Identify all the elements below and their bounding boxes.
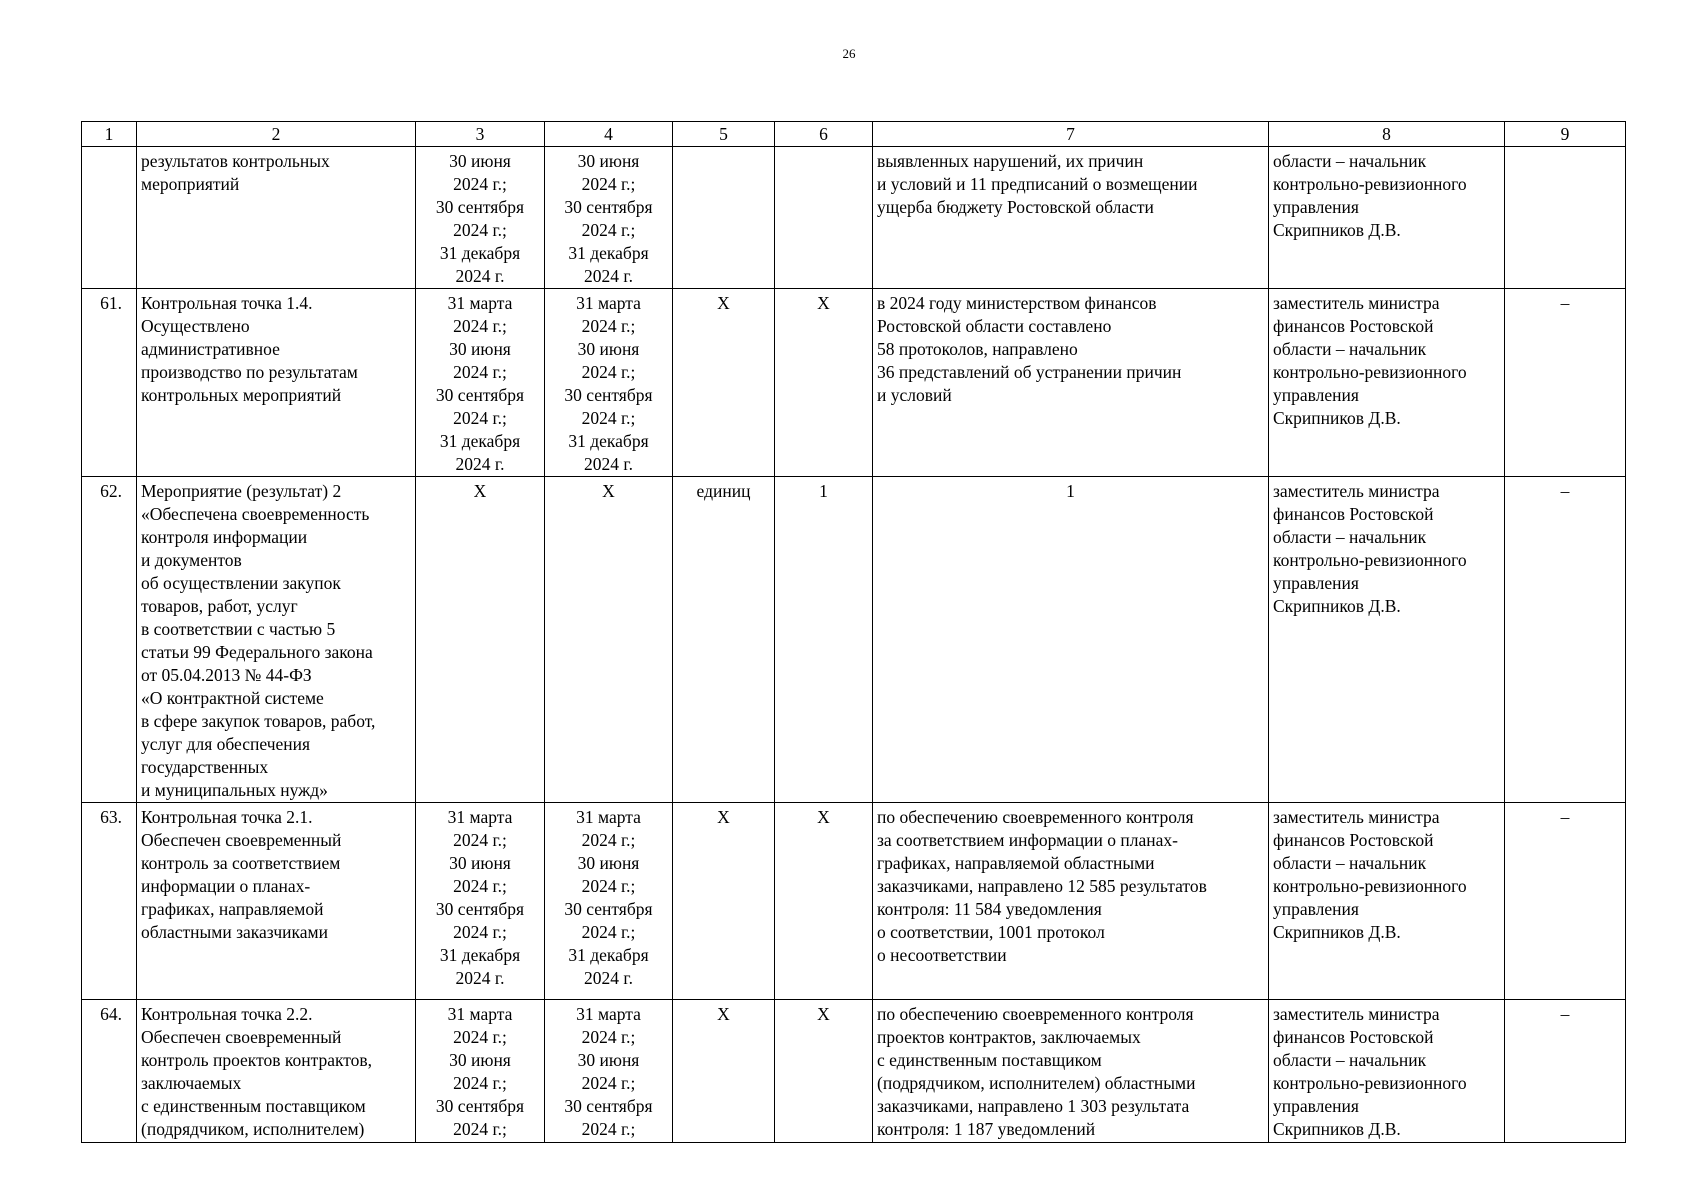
end-date-cell-line: 2024 г.; bbox=[581, 220, 636, 240]
end-date-cell-line: 2024 г. bbox=[584, 454, 633, 474]
header-cell: 4 bbox=[545, 122, 673, 147]
result-cell-line: 36 представлений об устранении причин bbox=[877, 362, 1182, 382]
end-date-cell-line: 30 июня bbox=[577, 151, 640, 171]
end-date-cell bbox=[545, 289, 673, 477]
row-number-cell: 62. bbox=[82, 477, 137, 803]
result-cell-line: 1 bbox=[1066, 481, 1075, 501]
end-date-cell-line: 31 марта bbox=[576, 293, 641, 313]
result-cell-line: с единственным поставщиком bbox=[877, 1050, 1102, 1070]
responsible-cell-line: Скрипников Д.В. bbox=[1273, 220, 1401, 240]
end-date-cell-line: 2024 г. bbox=[584, 266, 633, 286]
event-name-cell-line: заключаемых bbox=[141, 1073, 242, 1093]
row-number-cell: 63. bbox=[82, 803, 137, 1000]
result-cell-line: Ростовской области составлено bbox=[877, 316, 1112, 336]
row-number-cell: 64. bbox=[82, 1000, 137, 1143]
unit-cell: Х bbox=[673, 1000, 775, 1143]
start-date-cell-line: 2024 г. bbox=[455, 454, 505, 474]
event-name-cell bbox=[137, 477, 416, 803]
responsible-cell-line: области – начальник bbox=[1273, 339, 1427, 359]
end-date-cell-line: 2024 г.; bbox=[581, 830, 636, 850]
result-cell-line: контроля: 1 187 уведомлений bbox=[877, 1119, 1096, 1139]
responsible-cell-line: финансов Ростовской bbox=[1273, 830, 1434, 850]
start-date-cell-line: 30 сентября bbox=[435, 899, 525, 919]
header-cell: 7 bbox=[873, 122, 1269, 147]
event-name-cell-line: графиках, направляемой bbox=[141, 899, 324, 919]
responsible-cell-line: области – начальник bbox=[1273, 151, 1427, 171]
event-name-cell-line: контрольных мероприятий bbox=[141, 385, 342, 405]
event-name-cell-line: (подрядчиком, исполнителем) bbox=[141, 1119, 365, 1139]
plan-value-cell: Х bbox=[775, 1000, 873, 1143]
event-name-cell-line: областными заказчиками bbox=[141, 922, 328, 942]
event-name-cell-line: услуг для обеспечения bbox=[141, 734, 311, 754]
responsible-cell-line: Скрипников Д.В. bbox=[1273, 1119, 1401, 1139]
start-date-cell-line: 2024 г.; bbox=[453, 922, 507, 942]
plan-value-cell bbox=[775, 147, 873, 289]
end-date-cell bbox=[545, 1000, 673, 1143]
header-cell: 2 bbox=[137, 122, 416, 147]
event-name-cell-line: производство по результатам bbox=[141, 362, 358, 382]
start-date-cell bbox=[416, 1000, 545, 1143]
event-name-cell-line: от 05.04.2013 № 44-ФЗ bbox=[141, 665, 312, 685]
start-date-cell bbox=[416, 289, 545, 477]
responsible-cell-line: заместитель министра bbox=[1273, 481, 1440, 501]
result-cell-line: ущерба бюджету Ростовской области bbox=[877, 197, 1154, 217]
end-date-cell-line: 31 марта bbox=[576, 1004, 641, 1024]
event-name-cell-line: административное bbox=[141, 339, 280, 359]
table-row bbox=[82, 147, 1626, 289]
responsible-cell bbox=[1269, 803, 1505, 1000]
end-date-cell-line: 2024 г.; bbox=[581, 876, 636, 896]
plan-value-cell: Х bbox=[775, 289, 873, 477]
responsible-cell-line: Скрипников Д.В. bbox=[1273, 922, 1401, 942]
responsible-cell-line: контрольно-ревизионного bbox=[1273, 550, 1467, 570]
result-cell-line: и условий и 11 предписаний о возмещении bbox=[877, 174, 1198, 194]
start-date-cell-line: 31 декабря bbox=[439, 243, 521, 263]
unit-cell: единиц bbox=[673, 477, 775, 803]
result-cell bbox=[873, 803, 1269, 1000]
result-cell-line: за соответствием информации о планах- bbox=[877, 830, 1178, 850]
event-name-cell-line: контроль проектов контрактов, bbox=[141, 1050, 373, 1070]
event-name-cell-line: контроля информации bbox=[141, 527, 308, 547]
start-date-cell-line: 31 марта bbox=[447, 293, 513, 313]
start-date-cell-line: 30 сентября bbox=[435, 1096, 525, 1116]
table-row bbox=[82, 289, 1626, 477]
start-date-cell-line: 2024 г.; bbox=[453, 830, 507, 850]
responsible-cell-line: заместитель министра bbox=[1273, 807, 1440, 827]
note-cell: – bbox=[1505, 1000, 1626, 1143]
responsible-cell-line: области – начальник bbox=[1273, 1050, 1427, 1070]
note-cell: – bbox=[1505, 289, 1626, 477]
start-date-cell-line: 31 марта bbox=[447, 807, 513, 827]
event-name-cell bbox=[137, 803, 416, 1000]
unit-cell: Х bbox=[673, 289, 775, 477]
event-name-cell-line: об осуществлении закупок bbox=[141, 573, 341, 593]
end-date-cell-line: 2024 г.; bbox=[581, 316, 636, 336]
end-date-cell-line: 30 сентября bbox=[564, 899, 653, 919]
event-name-cell-line: информации о планах- bbox=[141, 876, 311, 896]
event-name-cell-line: статьи 99 Федерального закона bbox=[141, 642, 373, 662]
responsible-cell-line: управления bbox=[1273, 1096, 1359, 1116]
result-cell-line: 58 протоколов, направлено bbox=[877, 339, 1078, 359]
end-date-cell-line: 30 июня bbox=[577, 853, 640, 873]
start-date-cell bbox=[416, 803, 545, 1000]
start-date-cell-line: 30 июня bbox=[449, 151, 511, 171]
row-number-cell bbox=[82, 147, 137, 289]
event-name-cell-line: «О контрактной системе bbox=[141, 688, 324, 708]
start-date-cell-line: 2024 г.; bbox=[453, 408, 507, 428]
end-date-cell-line: 2024 г.; bbox=[581, 922, 636, 942]
start-date-cell-line: 31 декабря bbox=[439, 945, 521, 965]
result-cell-line: графиках, направляемой областными bbox=[877, 853, 1155, 873]
unit-cell: Х bbox=[673, 803, 775, 1000]
start-date-cell-line: 2024 г.; bbox=[453, 1027, 507, 1047]
end-date-cell-line: 31 марта bbox=[576, 807, 641, 827]
result-cell bbox=[873, 289, 1269, 477]
responsible-cell-line: заместитель министра bbox=[1273, 293, 1440, 313]
start-date-cell-line: 2024 г.; bbox=[453, 174, 507, 194]
event-name-cell-line: результатов контрольных bbox=[141, 151, 330, 171]
header-cell: 3 bbox=[416, 122, 545, 147]
start-date-cell-line: Х bbox=[473, 481, 487, 501]
responsible-cell-line: контрольно-ревизионного bbox=[1273, 876, 1467, 896]
event-name-cell bbox=[137, 147, 416, 289]
table-row bbox=[82, 477, 1626, 803]
responsible-cell-line: контрольно-ревизионного bbox=[1273, 362, 1467, 382]
start-date-cell-line: 2024 г.; bbox=[453, 362, 507, 382]
event-name-cell-line: товаров, работ, услуг bbox=[141, 596, 298, 616]
header-cell: 1 bbox=[82, 122, 137, 147]
event-name-cell-line: в сфере закупок товаров, работ, bbox=[141, 711, 376, 731]
result-cell bbox=[873, 147, 1269, 289]
event-name-cell-line: государственных bbox=[141, 757, 269, 777]
page-number: 26 bbox=[842, 46, 856, 61]
responsible-cell bbox=[1269, 289, 1505, 477]
start-date-cell-line: 2024 г.; bbox=[453, 1119, 507, 1139]
end-date-cell-line: 2024 г.; bbox=[581, 1119, 636, 1139]
responsible-cell-line: контрольно-ревизионного bbox=[1273, 1073, 1467, 1093]
start-date-cell-line: 2024 г. bbox=[455, 968, 505, 988]
header-cell: 9 bbox=[1505, 122, 1626, 147]
responsible-cell bbox=[1269, 147, 1505, 289]
end-date-cell-line: Х bbox=[602, 481, 615, 501]
start-date-cell-line: 30 июня bbox=[449, 853, 511, 873]
note-cell bbox=[1505, 147, 1626, 289]
table-row bbox=[82, 803, 1626, 1000]
event-name-cell-line: Мероприятие (результат) 2 bbox=[141, 481, 342, 501]
event-name-cell-line: и документов bbox=[141, 550, 242, 570]
result-cell-line: заказчиками, направлено 12 585 результатов bbox=[877, 876, 1207, 896]
end-date-cell-line: 31 декабря bbox=[568, 945, 649, 965]
result-cell-line: по обеспечению своевременного контроля bbox=[877, 807, 1194, 827]
responsible-cell-line: финансов Ростовской bbox=[1273, 504, 1434, 524]
result-cell-line: по обеспечению своевременного контроля bbox=[877, 1004, 1194, 1024]
responsible-cell-line: области – начальник bbox=[1273, 853, 1427, 873]
event-name-cell-line: Контрольная точка 1.4. bbox=[141, 293, 313, 313]
end-date-cell-line: 30 сентября bbox=[564, 197, 653, 217]
result-cell bbox=[873, 477, 1269, 803]
note-cell: – bbox=[1505, 803, 1626, 1000]
responsible-cell bbox=[1269, 477, 1505, 803]
end-date-cell-line: 31 декабря bbox=[568, 431, 649, 451]
responsible-cell-line: управления bbox=[1273, 899, 1359, 919]
end-date-cell-line: 30 июня bbox=[577, 339, 640, 359]
event-name-cell-line: контроль за соответствием bbox=[141, 853, 341, 873]
end-date-cell-line: 30 сентября bbox=[564, 385, 653, 405]
responsible-cell-line: заместитель министра bbox=[1273, 1004, 1440, 1024]
start-date-cell bbox=[416, 147, 545, 289]
end-date-cell-line: 2024 г.; bbox=[581, 1073, 636, 1093]
responsible-cell-line: управления bbox=[1273, 385, 1359, 405]
end-date-cell-line: 2024 г.; bbox=[581, 362, 636, 382]
start-date-cell-line: 30 сентября bbox=[435, 385, 525, 405]
end-date-cell bbox=[545, 147, 673, 289]
unit-cell bbox=[673, 147, 775, 289]
responsible-cell-line: Скрипников Д.В. bbox=[1273, 408, 1401, 428]
start-date-cell-line: 2024 г. bbox=[455, 266, 505, 286]
result-cell-line: (подрядчиком, исполнителем) областными bbox=[877, 1073, 1196, 1093]
result-cell-line: выявленных нарушений, их причин bbox=[877, 151, 1144, 171]
result-cell-line: и условий bbox=[877, 385, 952, 405]
plan-table bbox=[81, 121, 1626, 1143]
header-cell: 6 bbox=[775, 122, 873, 147]
end-date-cell-line: 2024 г. bbox=[584, 968, 633, 988]
start-date-cell bbox=[416, 477, 545, 803]
responsible-cell-line: области – начальник bbox=[1273, 527, 1427, 547]
row-number-cell: 61. bbox=[82, 289, 137, 477]
header-cell: 8 bbox=[1269, 122, 1505, 147]
responsible-cell-line: управления bbox=[1273, 197, 1359, 217]
start-date-cell-line: 2024 г.; bbox=[453, 1073, 507, 1093]
end-date-cell-line: 31 декабря bbox=[568, 243, 649, 263]
responsible-cell-line: контрольно-ревизионного bbox=[1273, 174, 1467, 194]
start-date-cell-line: 31 декабря bbox=[439, 431, 521, 451]
header-cell: 5 bbox=[673, 122, 775, 147]
column-number-header-row bbox=[82, 122, 1626, 147]
responsible-cell-line: финансов Ростовской bbox=[1273, 316, 1434, 336]
plan-value-cell: 1 bbox=[775, 477, 873, 803]
event-name-cell bbox=[137, 1000, 416, 1143]
end-date-cell bbox=[545, 477, 673, 803]
event-name-cell-line: Обеспечен своевременный bbox=[141, 830, 342, 850]
start-date-cell-line: 2024 г.; bbox=[453, 876, 507, 896]
end-date-cell bbox=[545, 803, 673, 1000]
responsible-cell-line: управления bbox=[1273, 573, 1359, 593]
event-name-cell-line: мероприятий bbox=[141, 174, 240, 194]
event-name-cell-line: Обеспечен своевременный bbox=[141, 1027, 342, 1047]
plan-value-cell: Х bbox=[775, 803, 873, 1000]
result-cell-line: контроля: 11 584 уведомления bbox=[877, 899, 1102, 919]
end-date-cell-line: 30 сентября bbox=[564, 1096, 653, 1116]
event-name-cell-line: в соответствии с частью 5 bbox=[141, 619, 336, 639]
note-cell: – bbox=[1505, 477, 1626, 803]
event-name-cell bbox=[137, 289, 416, 477]
event-name-cell-line: с единственным поставщиком bbox=[141, 1096, 366, 1116]
table-row bbox=[82, 1000, 1626, 1143]
end-date-cell-line: 2024 г.; bbox=[581, 174, 636, 194]
end-date-cell-line: 30 июня bbox=[577, 1050, 640, 1070]
result-cell-line: о несоответствии bbox=[877, 945, 1007, 965]
end-date-cell-line: 2024 г.; bbox=[581, 1027, 636, 1047]
event-name-cell-line: Осуществлено bbox=[141, 316, 250, 336]
result-cell-line: проектов контрактов, заключаемых bbox=[877, 1027, 1141, 1047]
start-date-cell-line: 30 сентября bbox=[435, 197, 525, 217]
responsible-cell-line: финансов Ростовской bbox=[1273, 1027, 1434, 1047]
start-date-cell-line: 30 июня bbox=[449, 1050, 511, 1070]
result-cell bbox=[873, 1000, 1269, 1143]
event-name-cell-line: и муниципальных нужд» bbox=[141, 780, 328, 800]
start-date-cell-line: 30 июня bbox=[449, 339, 511, 359]
event-name-cell-line: Контрольная точка 2.2. bbox=[141, 1004, 313, 1024]
end-date-cell-line: 2024 г.; bbox=[581, 408, 636, 428]
start-date-cell-line: 31 марта bbox=[447, 1004, 513, 1024]
result-cell-line: в 2024 году министерством финансов bbox=[877, 293, 1157, 313]
responsible-cell-line: Скрипников Д.В. bbox=[1273, 596, 1401, 616]
event-name-cell-line: «Обеспечена своевременность bbox=[141, 504, 370, 524]
event-name-cell-line: Контрольная точка 2.1. bbox=[141, 807, 313, 827]
start-date-cell-line: 2024 г.; bbox=[453, 316, 507, 336]
result-cell-line: заказчиками, направлено 1 303 результата bbox=[877, 1096, 1190, 1116]
responsible-cell bbox=[1269, 1000, 1505, 1143]
result-cell-line: о соответствии, 1001 протокол bbox=[877, 922, 1105, 942]
start-date-cell-line: 2024 г.; bbox=[453, 220, 507, 240]
